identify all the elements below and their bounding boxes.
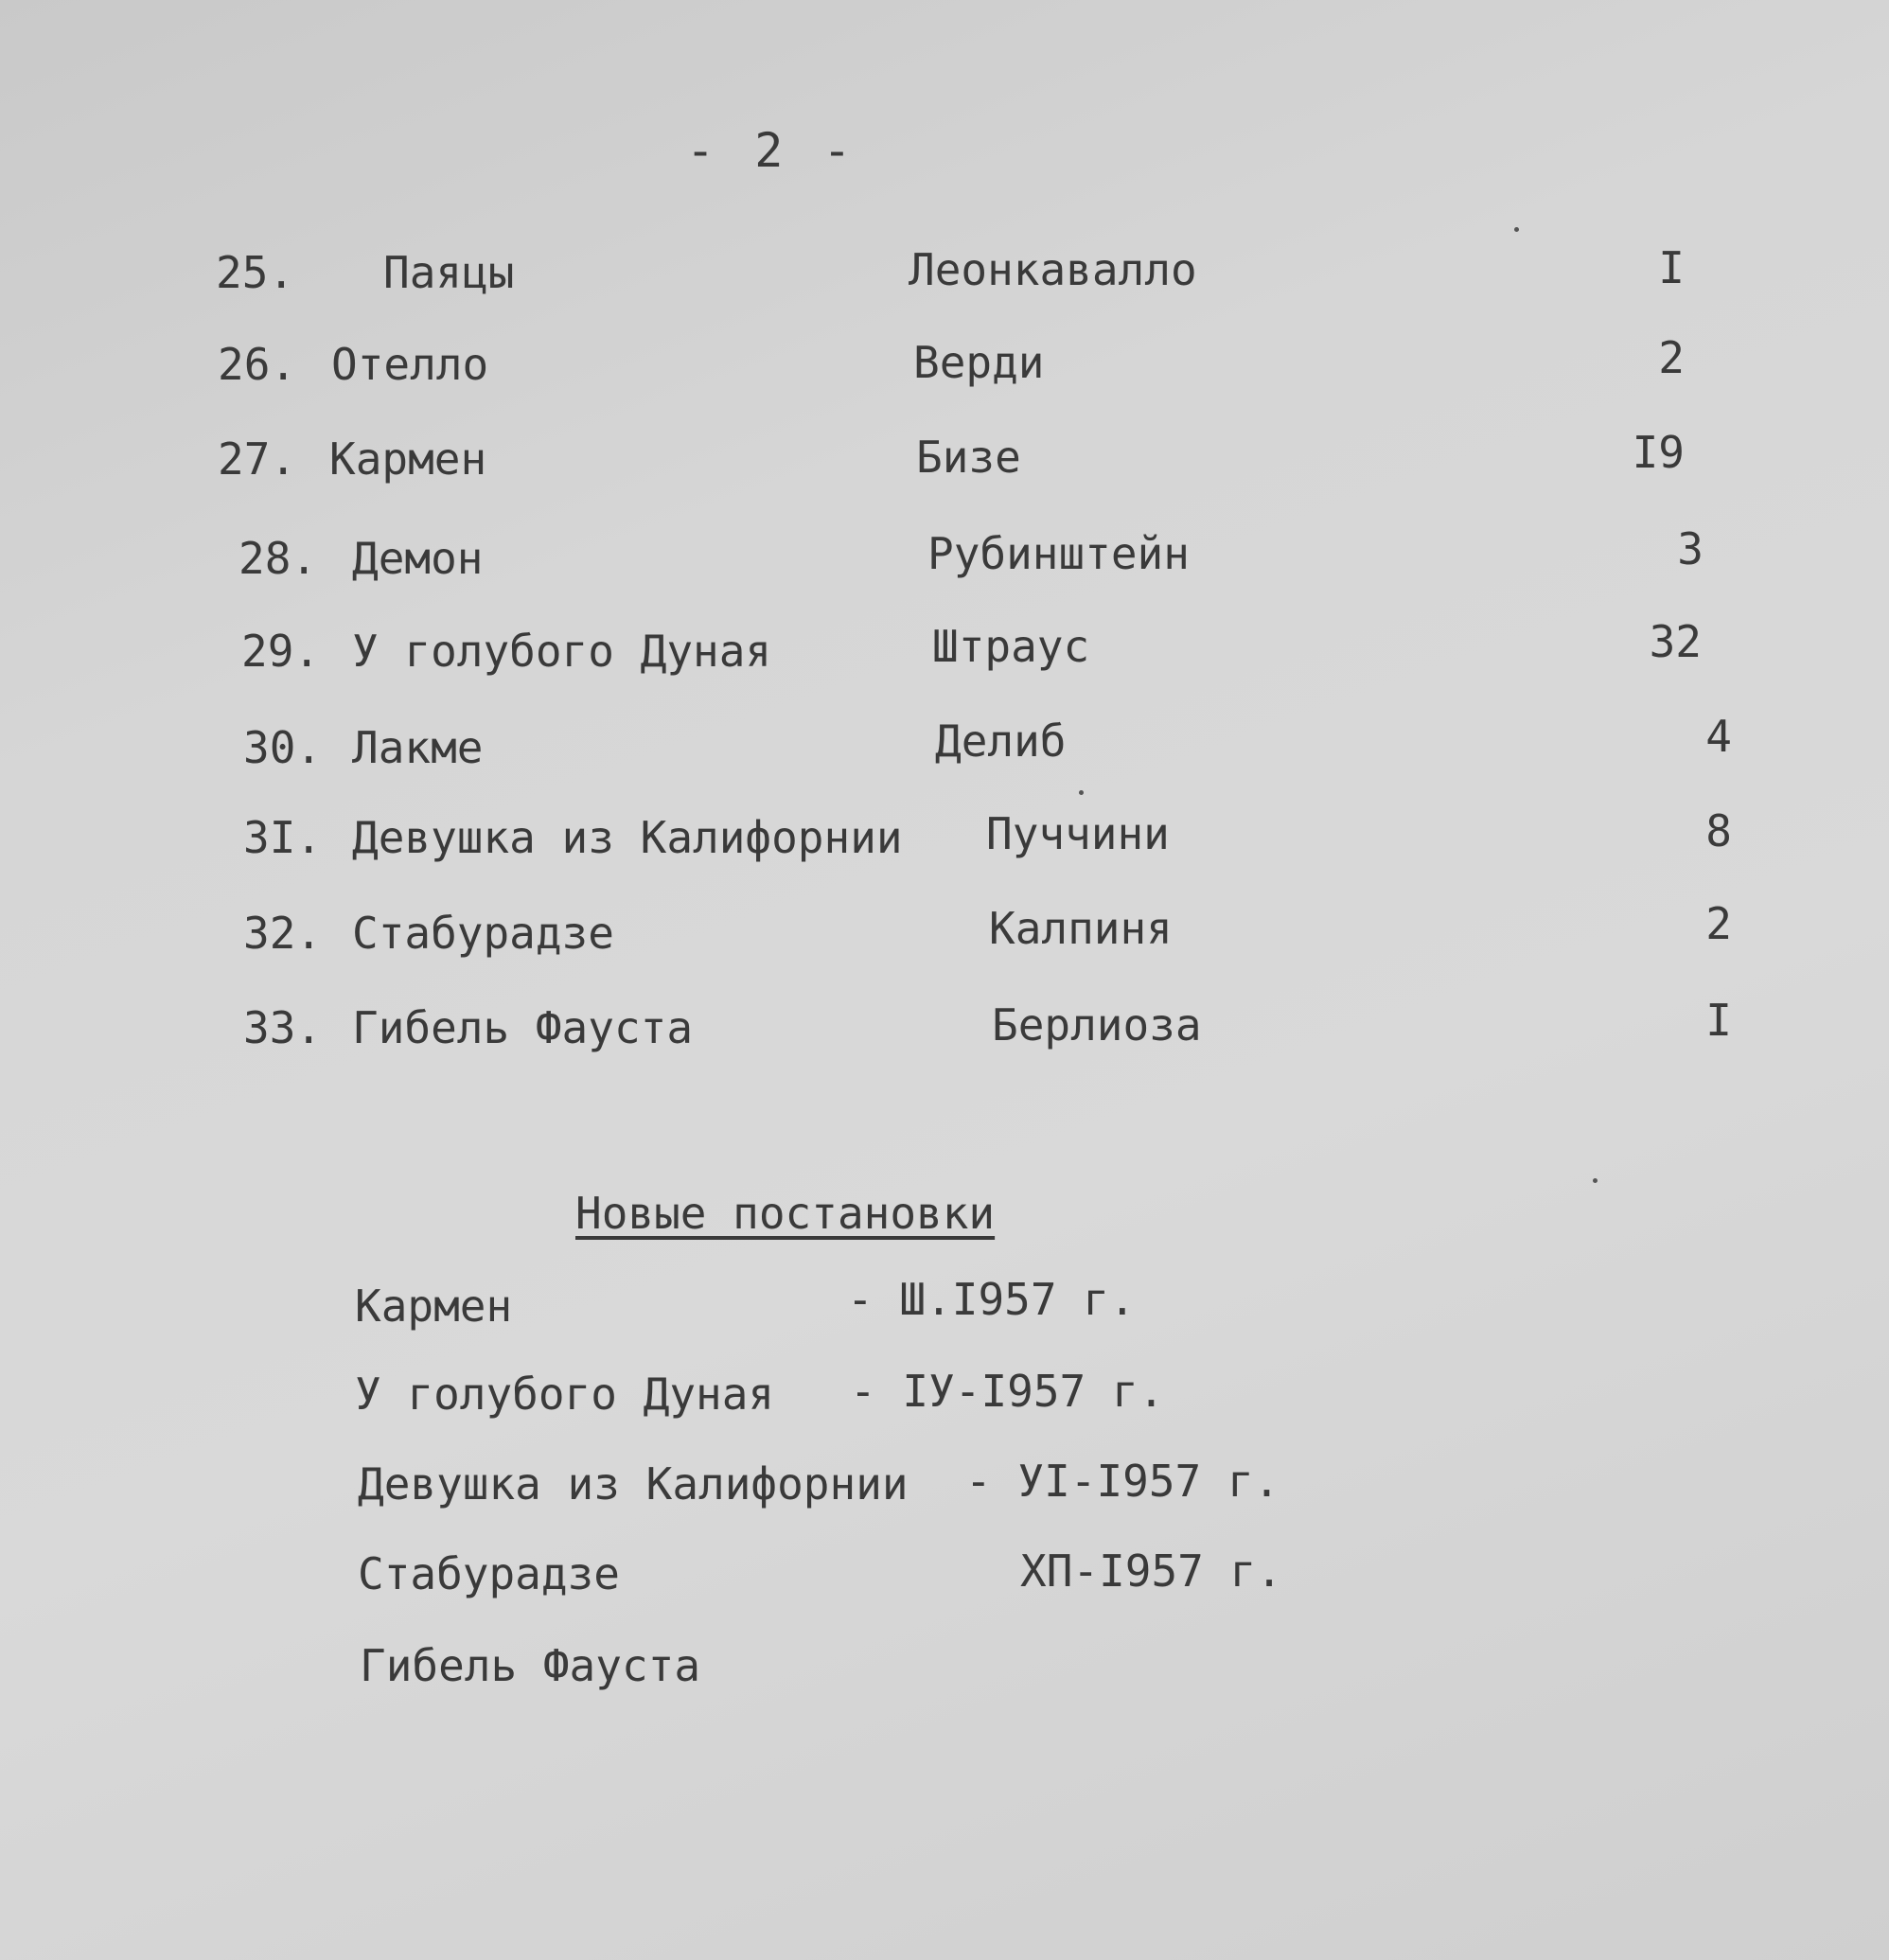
production-title: Гибель Фауста <box>360 1640 701 1691</box>
section-heading: Новые постановки <box>575 1188 996 1239</box>
item-count: I <box>1658 242 1685 293</box>
item-number: 3I. <box>243 812 323 863</box>
item-title: Девушка из Калифорнии <box>352 812 903 863</box>
item-count: 3 <box>1677 523 1704 574</box>
production-date: ХП-I957 г. <box>1020 1545 1282 1597</box>
production-date: - УI-I957 г. <box>965 1456 1280 1507</box>
item-number: 32. <box>243 908 323 959</box>
item-composer: Верди <box>913 337 1045 388</box>
item-composer: Делиб <box>935 715 1067 767</box>
item-title: Отелло <box>331 339 489 390</box>
item-composer: Рубинштейн <box>927 528 1190 579</box>
item-count: I9 <box>1632 427 1685 478</box>
item-title: Стабурадзе <box>352 908 614 959</box>
item-composer: Берлиоза <box>992 999 1202 1051</box>
item-count: 8 <box>1705 805 1732 856</box>
production-title: Кармен <box>355 1280 513 1332</box>
item-count: 32 <box>1649 616 1702 667</box>
item-composer: Бизе <box>916 432 1021 483</box>
item-count: 4 <box>1705 711 1732 762</box>
scan-speck <box>1593 1178 1598 1183</box>
item-number: 29. <box>241 626 321 677</box>
item-title: Лакме <box>352 722 484 773</box>
item-count: I <box>1705 995 1732 1046</box>
item-composer: Леонкавалло <box>909 244 1197 295</box>
production-title: Девушка из Калифорнии <box>358 1458 909 1510</box>
item-count: 2 <box>1658 332 1685 383</box>
production-title: Стабурадзе <box>358 1548 620 1599</box>
scan-speck <box>1514 227 1519 232</box>
item-number: 26. <box>218 339 297 390</box>
item-title: У голубого Дуная <box>352 626 772 677</box>
item-title: Кармен <box>329 433 487 485</box>
item-number: 33. <box>243 1002 323 1053</box>
page-number: - 2 - <box>686 123 857 178</box>
item-number: 30. <box>243 722 323 773</box>
item-number: 28. <box>238 533 318 584</box>
item-title: Паяцы <box>383 247 515 298</box>
production-date: - IУ-I957 г. <box>850 1366 1165 1417</box>
item-composer: Штраус <box>932 621 1090 672</box>
item-count: 2 <box>1705 898 1732 949</box>
item-title: Демон <box>352 533 484 584</box>
item-title: Гибель Фауста <box>352 1002 694 1053</box>
item-number: 27. <box>218 433 297 485</box>
item-number: 25. <box>216 247 295 298</box>
item-composer: Пуччини <box>986 808 1170 859</box>
scan-speck <box>1079 790 1084 795</box>
item-composer: Калпиня <box>989 903 1173 954</box>
production-title: У голубого Дуная <box>355 1368 775 1420</box>
production-date: - Ш.I957 г. <box>847 1274 1136 1325</box>
